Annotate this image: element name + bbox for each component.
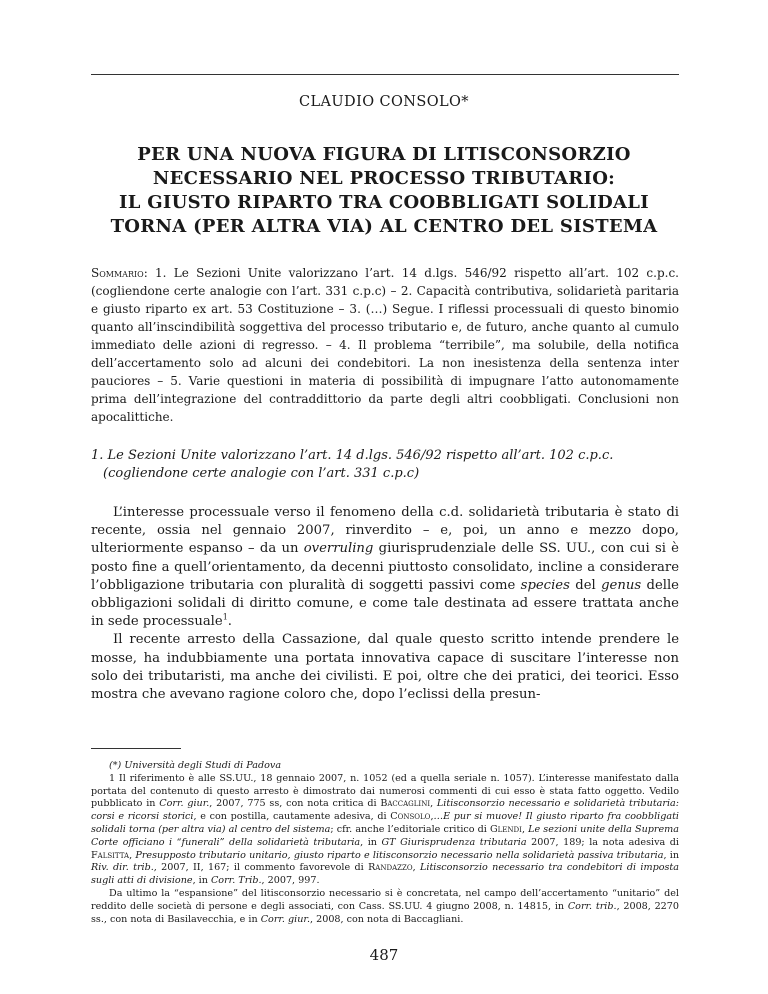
fn-text: ,	[430, 811, 434, 823]
fn-italic: Litisconsorzio necessario e solidarietà tributaria: corsi e ricorsi storici	[91, 798, 680, 823]
fn-author: Consolo	[390, 811, 431, 823]
fn-italic: Litisconsorzio necessario tra condebitori di imposta sugli atti di divisione	[91, 862, 679, 887]
fn-author: Glendi	[490, 823, 522, 835]
text-run: giurisprudenziale delle SS. UU., con cui si è posto fine a quell’orientamento, da decenni piuttosto consolidato, incline a considerare l’obbligazione tributaria con pluralità di soggetti passivi come	[91, 541, 679, 593]
fn-text: 1 Il riferimento è alle SS.UU., 18 gennaio 2007, n. 1052 (ed a quella seriale n. 1057). L’interesse manifestato dalla portata del contenuto di questo arresto è dimostrato dai numerosi commenti di cui esso è stata fatto oggetto. Vedilo pubblicato in	[91, 772, 679, 810]
fn-author: Randazzo	[368, 862, 413, 874]
summary	[91, 264, 679, 426]
fn-italic: Corr. trib.	[567, 900, 617, 912]
text-run: delle obbligazioni solidali di diritto comune, e come tale destinata ad essere trattata anche in sede processuale	[91, 577, 679, 630]
text-run: .	[227, 614, 232, 630]
summary-label: Sommario	[91, 266, 144, 280]
fn-text: ,	[412, 862, 420, 874]
text-run-italic: genus	[601, 577, 642, 593]
body-text	[91, 504, 679, 704]
footnote-2	[91, 888, 679, 926]
summary-text: : 1. Le Sezioni Unite valorizzano l’art. 14 d.lgs. 546/92 rispetto all’art. 102 c.p.c. (cogliendone certe analogie con l’art. 331 c.p.c) – 2. Capacità contributiva, solidarietà paritaria e giusto riparto ex art. 53 Costituzione – 3. (…) Segue. I riflessi processuali di questo binomio quanto all’inscindibilità soggettiva del processo tributario e, de futuro, anche quanto al cumulo immediato delle azioni di regresso. – 4. Il problema “terribile”, ma solubile, della notifica dell’accertamento solo ad alcuni dei condebitori. La non inesistenza della sentenza inter pauciores – 5. Varie questioni in materia di possibilità di impugnare l’atto autonomamente prima dell’integrazione del contraddittorio da parte degli altri coobbligati. Conclusioni non apocalittiche.	[91, 266, 679, 424]
paragraph: Il recente arresto della Cassazione, dal quale questo scritto intende prendere le mosse, ha indubbiamente una portata innovativa capace di suscitare l’interesse non solo dei tributaristi, ma anche dei civilisti. E poi, oltre che dei pratici, dei teorici. Esso mostra che avevano ragione coloro che, dopo l’eclissi della presun-	[91, 632, 679, 703]
title-line: TORNA (PER ALTRA VIA) AL CENTRO DEL SISTEMA	[110, 216, 658, 237]
title-line: IL GIUSTO RIPARTO TRA COOBBLIGATI SOLIDALI	[119, 192, 649, 213]
affiliation-text: (*) Università degli Studi di Padova	[109, 760, 282, 771]
fn-italic: Corr. giur.	[159, 798, 210, 810]
fn-text: , in	[192, 875, 211, 887]
fn-text: , 2008, 2270 ss., con nota di Basilavecchia, e in	[91, 900, 679, 925]
fn-italic: Le sezioni unite della Suprema Corte officiano i “funerali” della solidarietà tributaria	[91, 823, 679, 848]
fn-text: 2007, 189; la nota adesiva di	[526, 836, 679, 848]
section-heading-line1: 1. Le Sezioni Unite valorizzano l’art. 14 d.lgs. 546/92 rispetto all’art. 102 c.p.c.	[91, 448, 614, 463]
fn-italic: Riv. dir. trib.	[91, 862, 154, 874]
fn-text: , 2007, II, 167; il commento favorevole di	[153, 862, 369, 874]
paragraph	[91, 504, 679, 631]
author-name: CLAUDIO CONSOLO*	[299, 94, 469, 110]
text-run-italic: species	[520, 577, 570, 593]
section-heading-line2: (cogliendone certe analogie con l’art. 331 c.p.c)	[103, 466, 420, 481]
fn-text: Da ultimo la “espansione” del litisconsorzio necessario si è concretata, nel campo dell’accertamento “unitario” del reddito delle società di persone e degli associati, con Cass. SS.UU. 4 giugno 2008, n. 14815, in	[91, 887, 679, 912]
header-rule	[91, 74, 679, 75]
footnote-ref[interactable]: 1	[222, 612, 228, 622]
fn-text: ,	[129, 849, 136, 861]
fn-italic: GT Giurisprudenza tributaria	[381, 836, 527, 848]
text-run: L’interesse processuale verso il fenomeno della c.d. solidarietà tributaria è stato di recente, ossia nel gennaio 2007, rinverdito – e, poi, un anno e mezzo dopo, ulteriormente espanso – da un	[91, 505, 679, 557]
fn-italic: Corr. giur.	[260, 913, 311, 925]
fn-text: ,	[521, 823, 529, 835]
footnote-affiliation	[91, 760, 679, 773]
fn-text: , 2007, 997.	[261, 875, 320, 887]
text-run: del	[569, 577, 602, 593]
page-number: 487	[369, 946, 399, 964]
fn-text: ,	[430, 798, 437, 810]
footnotes	[91, 760, 679, 926]
footnote-rule	[91, 748, 181, 749]
fn-author: Baccaglini	[380, 798, 431, 810]
fn-text: , e con postilla, cautamente adesiva, di	[193, 811, 391, 823]
fn-text: ; cfr. anche l’editoriale critico di	[330, 823, 490, 835]
fn-text: , in	[360, 836, 382, 848]
fn-italic: Corr. Trib.	[210, 875, 262, 887]
fn-text: , 2007, 775 ss, con nota critica di	[209, 798, 381, 810]
fn-text: , in	[663, 849, 680, 861]
fn-text: , 2008, con nota di Baccagliani.	[310, 913, 464, 925]
article-title	[0, 143, 768, 239]
text-run-italic: overruling	[303, 541, 374, 557]
title-line: NECESSARIO NEL PROCESSO TRIBUTARIO:	[152, 168, 616, 189]
fn-italic: Presupposto tributario unitario, giusto riparto e litisconsorzio necessario nella solidarietà passiva tributaria	[135, 849, 664, 861]
fn-author: Falsitta	[91, 849, 130, 861]
title-line: PER UNA NUOVA FIGURA DI LITISCONSORZIO	[137, 144, 631, 165]
footnote-1	[91, 773, 679, 888]
section-heading	[91, 447, 679, 483]
fn-italic: …E pur si muove! Il giusto riparto fra coobbligati solidali torna (per altra via) al centro del sistema	[91, 811, 679, 835]
